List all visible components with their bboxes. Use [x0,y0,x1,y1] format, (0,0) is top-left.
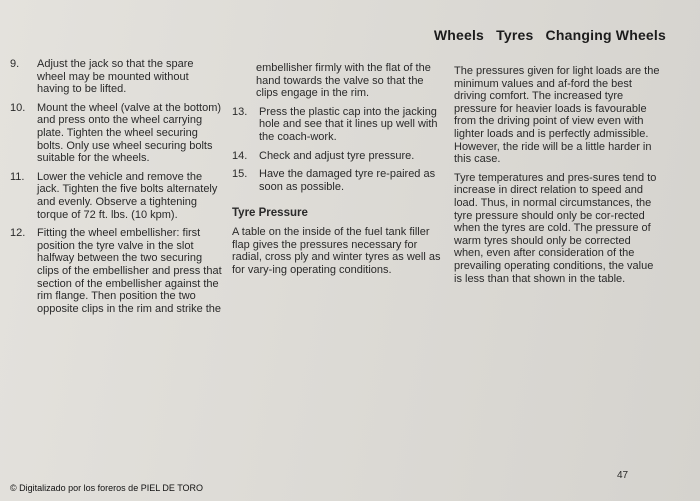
step-number: 12. [10,227,26,240]
step-text: Have the damaged tyre re-paired as soon as possible. [259,168,436,193]
header-tyres: Tyres [496,27,534,43]
page-number: 47 [617,470,629,481]
step-13 [232,106,444,144]
step-10 [10,102,222,165]
tyre-pressure-para-2: The pressures given for light loads are the minimum values and af-ford the best driving comfort. The increased tyre pressure for heavier loads is favourable from the driving point of view even with lighter loads and is perfectly admissible. However, the ride will be a little harder in this case. [454,65,660,166]
step-11 [10,171,222,221]
step-number: 13. [232,105,248,118]
step-15 [232,168,444,193]
step-text: Lower the vehicle and remove the jack. Tighten the five bolts alternately and evenly. Observe a tightening torque of 72 ft. lbs. (10 kpm). [37,170,218,221]
column-1 [10,58,222,321]
header-wheels: Wheels [433,27,485,43]
header-changing-wheels: Changing Wheels [545,27,666,43]
column-3 [454,65,662,291]
step-text: Adjust the jack so that the spare wheel may be mounted without having to be lifted. [37,58,194,96]
step-number: 9. [10,58,20,70]
step-text: Check and adjust tyre pressure. [259,149,415,162]
step-number: 10. [10,101,26,114]
tyre-pressure-para-3: Tyre temperatures and pres-sures tend to increase in direct relation to speed and load. Thus, in normal circumstances, the tyre pressure should only be cor-rected when the tyres are cold. The pressure of warm tyres should only be corrected when, even after consideration of the prevailing operating conditions, the value is less than that shown in the table. [454,171,657,285]
step-text: Fitting the wheel embellisher: first position the tyre valve in the slot halfway between the two securing clips of the embellisher and press that section of the embellisher against the rim flange. Then position the two opposite clips in the rim and strike the [37,227,222,315]
step-text: Press the plastic cap into the jacking hole and see that it lines up well with the coach-work. [259,105,438,143]
tyre-pressure-heading: Tyre Pressure [232,207,308,220]
step-9 [10,58,222,96]
step-14 [232,150,444,163]
step-number: 14. [232,149,248,162]
step-12 [10,227,222,315]
step-number: 15. [232,168,248,181]
step-number: 11. [10,170,25,183]
step-text: Mount the wheel (valve at the bottom) and press onto the wheel carrying plate. Tighten the wheel securing bolts. Only use wheel securing bolts suitable for the wheels. [37,101,222,165]
column-2 [232,62,444,282]
scan-credit: © Digitalizado por los foreros de PIEL DE TORO [10,483,204,493]
step-12-continued: embellisher firmly with the flat of the hand towards the valve so that the clips engage in the rim. [256,62,431,100]
tyre-pressure-para-1: A table on the inside of the fuel tank filler flap gives the pressures necessary for radial, cross ply and winter tyres as well as for vary-ing operating conditions. [232,225,441,276]
page-header [426,27,666,43]
